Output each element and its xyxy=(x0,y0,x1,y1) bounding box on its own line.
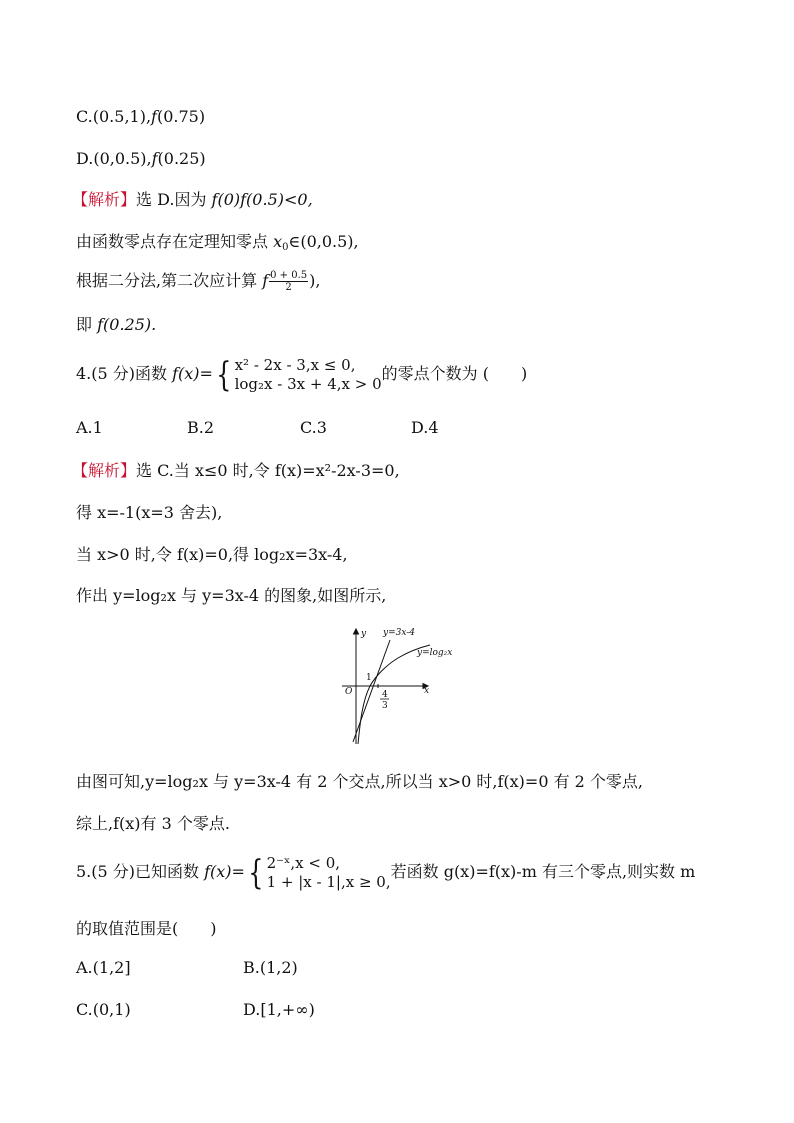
q4-stem: 4.(5 分)函数 f(x)={ x² - 2x - 3,x ≤ 0, log₂x - 3x + 4,x > 0 的零点个数为 ( ) xyxy=(76,355,528,395)
q4-analysis-line-2: 得 x=-1(x=3 舍去), xyxy=(76,503,223,522)
label-y: y xyxy=(361,629,367,639)
q4-option-d: D.4 xyxy=(411,418,439,437)
q5-stem-line-2: 的取值范围是( ) xyxy=(76,919,217,938)
q4-option-b: B.2 xyxy=(187,418,215,437)
function-graph xyxy=(338,624,462,748)
fraction: $\frac{0 + 0.5}{2}$ xyxy=(270,270,308,293)
label-line: y=3x-4 xyxy=(383,628,416,638)
q3-option-c: C.(0.5,1),f(0.75) xyxy=(76,107,206,126)
frac-num: 4 xyxy=(382,690,388,700)
analysis-tag: 【解析】 xyxy=(72,461,137,480)
piecewise-function: { 2⁻ˣ,x < 0, 1 + |x - 1|,x ≥ 0, xyxy=(248,853,391,893)
label-one: 1 xyxy=(366,673,372,683)
label-origin: O xyxy=(345,687,353,697)
q4-analysis-line-6: 综上,f(x)有 3 个零点. xyxy=(76,814,230,833)
y-axis-arrow xyxy=(354,629,359,634)
q5-option-b: B.(1,2) xyxy=(243,958,298,977)
q4-analysis-line-4: 作出 y=log₂x 与 y=3x-4 的图象,如图所示, xyxy=(76,586,387,605)
q4-option-a: A.1 xyxy=(76,418,103,437)
q5-option-c: C.(0,1) xyxy=(76,1000,131,1019)
q4-analysis-line-5: 由图可知,y=log₂x 与 y=3x-4 有 2 个交点,所以当 x>0 时,f(x)=0 有 2 个零点, xyxy=(76,772,644,791)
q3-option-d: D.(0,0.5),f(0.25) xyxy=(76,149,206,168)
analysis-tag: 【解析】 xyxy=(72,190,137,209)
frac-den: 3 xyxy=(382,701,388,711)
q3-analysis-line-4: 即 f(0.25). xyxy=(76,315,157,334)
q3-analysis-line-1: 【解析】选 D.因为 f(0)f(0.5)<0, xyxy=(72,190,313,209)
q5-option-d: D.[1,+∞) xyxy=(243,1000,315,1019)
q5-option-a: A.(1,2] xyxy=(76,958,131,977)
q3-analysis-line-2: 由函数零点存在定理知零点 $x_0\in(0,0.5)$, xyxy=(76,232,359,253)
q5-stem: 5.(5 分)已知函数 f(x)={ 2⁻ˣ,x < 0, 1 + |x - 1|,x ≥ 0, 若函数 g(x)=f(x)-m 有三个零点,则实数 m xyxy=(76,853,696,893)
log2-curve xyxy=(358,645,430,744)
q4-analysis-line-1: 【解析】选 C.当 x≤0 时,令 f(x)=x²-2x-3=0, xyxy=(72,461,400,480)
q4-option-c: C.3 xyxy=(300,418,327,437)
q3-analysis-line-3: 根据二分法,第二次应计算 f $\frac{0 + 0.5}{2}$ ), xyxy=(76,270,321,293)
label-x: x xyxy=(424,686,430,696)
piecewise-function: { x² - 2x - 3,x ≤ 0, log₂x - 3x + 4,x > 0 xyxy=(216,355,382,395)
q4-analysis-line-3: 当 x>0 时,令 f(x)=0,得 log₂x=3x-4, xyxy=(76,545,348,564)
label-log: y=log₂x xyxy=(417,648,453,658)
